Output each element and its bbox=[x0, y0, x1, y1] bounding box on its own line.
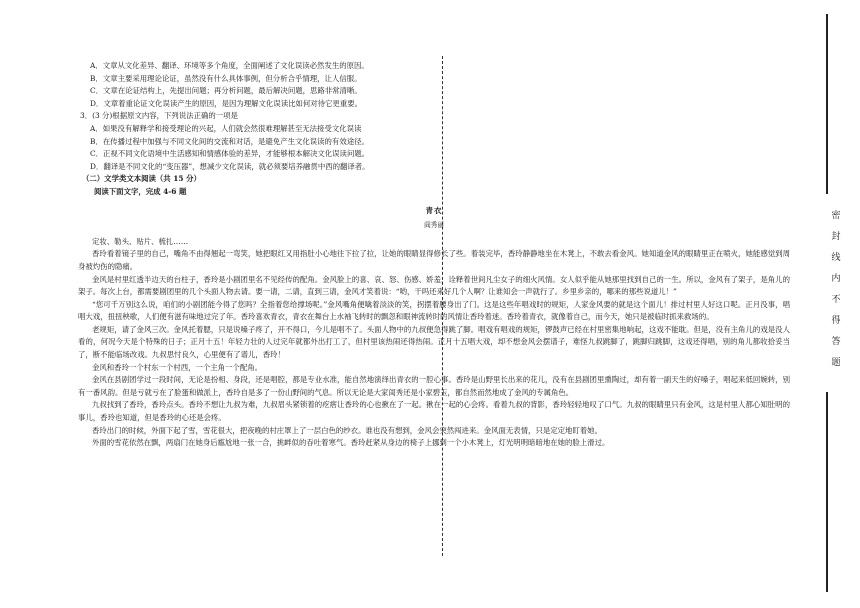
option-b: B．文章主要采用理论论证，虽然没有什么具体事例，但分析合乎情理，让人信服。 bbox=[90, 73, 362, 83]
story-paragraph: 香玲出门的时候，外面下起了雪，雪花很大，把夜晚的村庄罩上了一层白色的纱衣。谁也没有想到，金风会突然闯进来。金风面无表情，只是定定地盯着她。 bbox=[92, 425, 602, 435]
exam-content bbox=[78, 60, 790, 450]
story-paragraph: 金风在县剧团学过一段时间，无论是扮相、身段，还是唱腔，都是专业水准，能自然地演绎出青衣的一腔心事。香玲是山野里长出来的花儿，没有在县剧团里熏陶过，却有着一副天生的好嗓子，唱起来低回婉转，别有一番风韵。但是亏就亏在了脸蛋和做派上，香玲自是多了一份山野间的气息。所以无论是大家闺秀还是小家碧玉，都自然而然地成了金风的专属角色。 bbox=[78, 375, 790, 397]
seal-rule-top bbox=[826, 14, 828, 194]
seal-char: 题 bbox=[831, 358, 841, 368]
seal-char: 不 bbox=[831, 295, 841, 305]
section-heading: （二）文学类文本阅读（共 15 分） bbox=[82, 174, 201, 184]
story-paragraph: 外面的雪花依然在飘，两扇门在她身后尴尬地一张一合，挑衅似的吞吐着寒气。香玲赶紧从身边的椅子上挪到一个小木凳上，灯光明明暗暗地在她的脸上滑过。 bbox=[92, 438, 610, 448]
story-title: 青衣 bbox=[425, 205, 443, 215]
seal-rule-bottom bbox=[826, 392, 828, 592]
q3-option-b: B．在传播过程中加强与不同文化间的交流和对话，是避免产生文化误读的有效途径。 bbox=[90, 136, 369, 146]
story-paragraph: 定妆、勒头、贴片、梳扎…… bbox=[92, 236, 189, 246]
seal-char: 得 bbox=[831, 316, 841, 326]
story-paragraph: 金风是村里红透半边天的台柱子，香玲是小剧团里名不见经传的配角。金风脸上的喜、哀、怒、伤感、娇羞，诠释着世间凡尘女子的细火风情。女人似乎能从她那里找到自己的一生。所以，金风有了架子，是角儿的架子。每次上台，都需要剧团里的几个头面人物去请。要一请，二请，直到三请，金风才笑着说：“哟，干吗还来好几个人啊？让谁知会一声就行了。乡里乡亲的，哪来的那些说道儿！” bbox=[78, 274, 790, 297]
story-paragraph: 九叔找到了香玲，香玲点头。香玲不想让九叔为难，九叔眉头紧锁着的疙瘩让香玲的心也揪在了一起。揪在一起的心会疼。看着九叔的背影，香玲轻轻地叹了口气。九叔的眼睛里只有金风，这是村里人都心知肚明的事儿，香玲也知道，但是香玲的心还是会疼。 bbox=[78, 400, 790, 423]
q3-option-d: D．翻译是不同文化的“变压器”，想减少文化误读，就必须要培养融贯中西的翻译者。 bbox=[90, 161, 370, 171]
seal-char: 内 bbox=[831, 274, 841, 284]
question-3: 3．(3 分)根据原文内容，下列说法正确的一项是 bbox=[80, 111, 238, 121]
q3-option-c: C．正视不同文化语境中生活感知和情感体验的差异，才能够根本解决文化误读问题。 bbox=[90, 149, 370, 159]
seal-char: 密 bbox=[831, 211, 841, 221]
reading-instruction: 阅读下面文字，完成 4-6 题 bbox=[94, 186, 187, 196]
seal-char: 线 bbox=[831, 253, 841, 263]
seal-line-text bbox=[826, 206, 846, 374]
story-paragraph: “您可千万别这么说，咱们的小剧团能今得了您吗？全指着您给撑场呢。”金风嘴角便噙着淡淡的笑，拐摆着腰身出了门。这是这些年唱戏时的规矩，人家金风要的就是这个面儿！排过村里人好这口呢。正月没事，唱唱大戏，扭扭秧歌，人们便有滋有味地过完了年。香玲喜欢青衣，青衣在舞台上水袖飞转时的飘忽和眼神流转时的风情让香玲着迷。香玲着青衣，就像着自己，而今天，她只是被临时抓来救场的。 bbox=[78, 299, 790, 322]
q3-option-a: A．如果没有解释学和接受理论的兴起，人们就会然很难理解甚至无法接受文化误读 bbox=[90, 123, 362, 133]
option-c: C．文章在论证结构上，先提出问题；再分析问题，最后解决问题，思路非常清晰。 bbox=[90, 86, 362, 96]
story-paragraph: 香玲看着镜子里的自己，嘴角不由得翘起一弯笑，她把眼红又用指肚小心地往下拉了拉，让她的眼睛显得修长了些。着装完毕，香玲静静地坐在木凳上，不敢去看金风。她知道金风的眼睛里正在喷火，她能感觉到周身被灼伤的隐痛。 bbox=[78, 249, 790, 271]
option-d: D．文章着重论证文化误读产生的原因，是因为理解文化误读比如何对待它更重要。 bbox=[90, 98, 362, 108]
option-a: A．文章从文化差异、翻译、环境等多个角度，全面阐述了文化误读必然发生的原因。 bbox=[90, 61, 369, 70]
seal-char: 答 bbox=[831, 337, 841, 347]
story-paragraph: 金风和香玲一个村东一个村西，一个主角一个配角。 bbox=[92, 362, 262, 372]
seal-char: 封 bbox=[831, 232, 841, 242]
story-paragraph: 老规矩，请了金风三次。金风托着腮，只是说嗓子疼了，开不得口，今儿是唱不了。头面人物中的九叔便急得跳了脚。唱戏有唱戏的规矩，锣鼓声已经在村里密集地响起，这戏不能耽。但是，没有主角儿的戏是没人看的，何况今天是个特殊的日子；正月十五！年轻力壮的人过完年就都外出打工了，但村里该热闹还得热闹。正月十五唱大戏，却不想金风会摆谱子，难怪九叔跳脚了，跳脚归跳脚，这戏还得唱，别的角儿都收拾妥当了，断不能临场改戏。九叔思忖良久，心里便有了谱儿，香玲！ bbox=[78, 324, 790, 360]
story-author: 阎秀丽 bbox=[424, 221, 444, 230]
